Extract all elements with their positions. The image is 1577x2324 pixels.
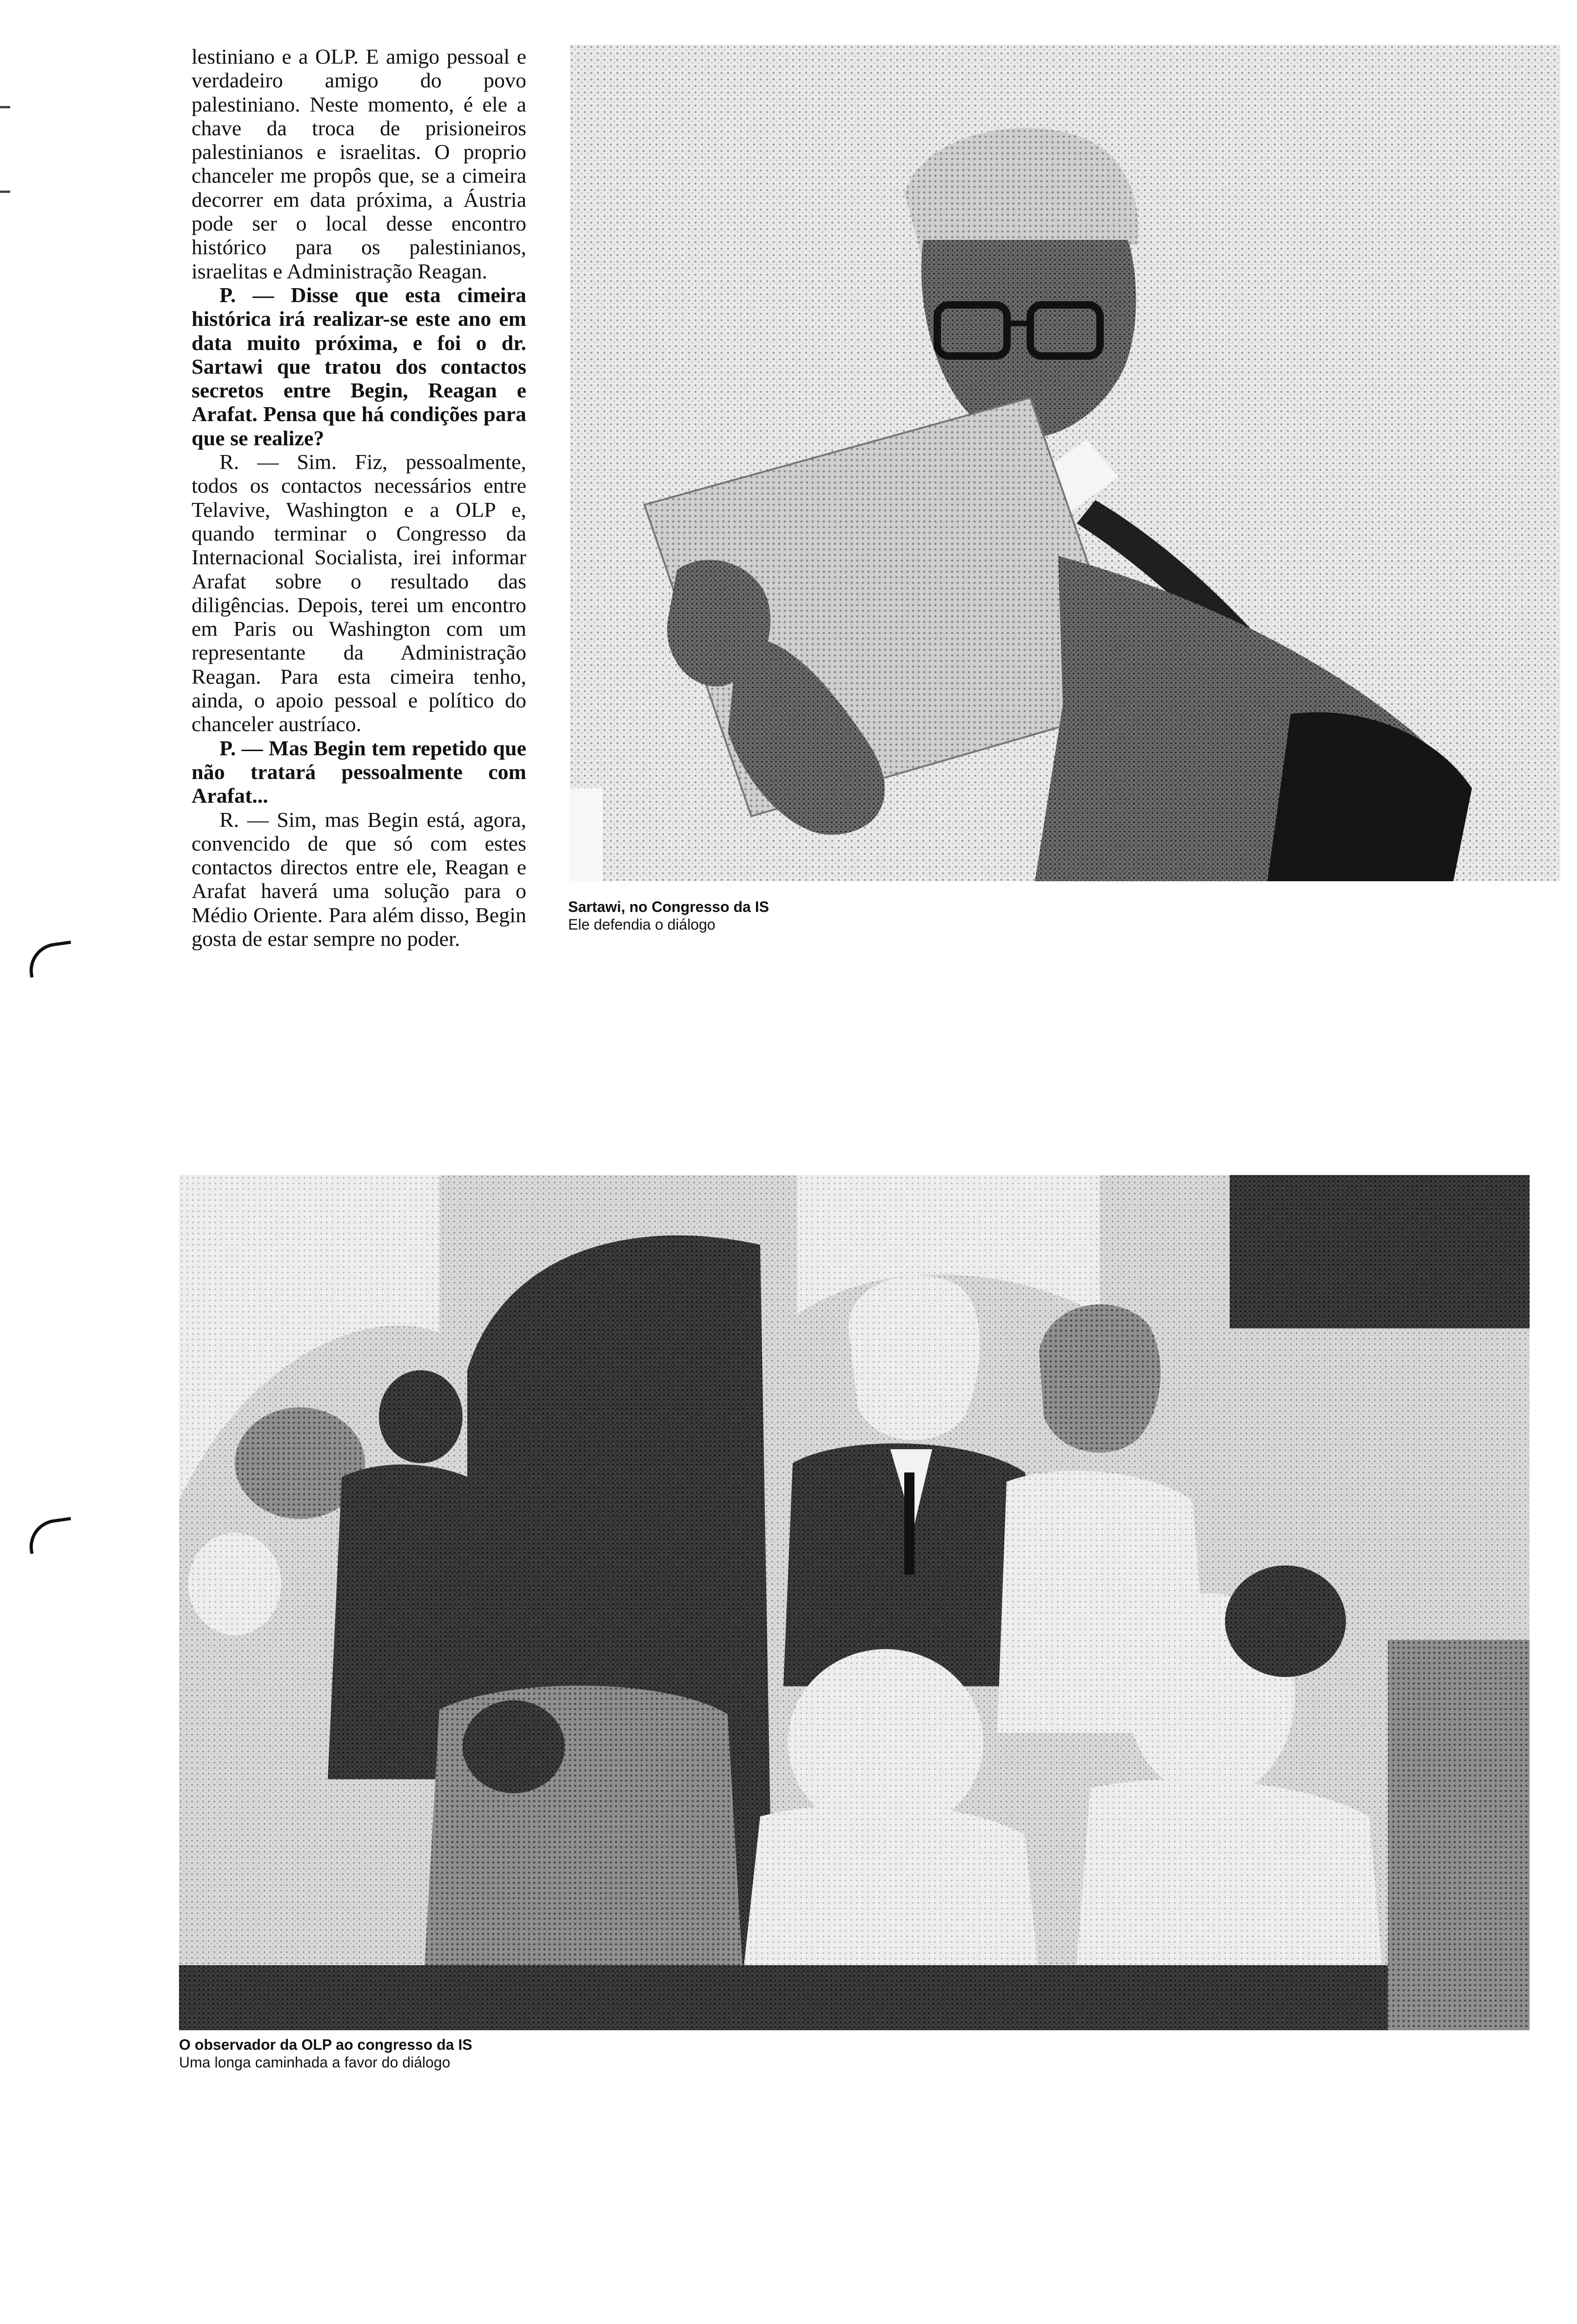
caption-line: Ele defendia o diálogo (568, 916, 716, 933)
paragraph-text: lestiniano e a OLP. E amigo pessoal e verdadeiro amigo do povo palestiniano. Neste momento, é ele a chave da troca de prisioneiros palestinianos e israelitas. O proprio chanceler me propôs que, se a cimeira decorrer em data próxima, a Áustria pode ser o local desse encontro histórico para os palestinianos, israelitas e Administração Reagan. (192, 45, 526, 283)
answer-text: — Sim. Fiz, pessoalmente, todos os contactos necessários entre Telavive, Washington e a OLP e, quando terminar o Congresso da Internacional Socialista, irei informar Arafat sobre o resultado das diligências. Depois, terei um encontro em Paris ou Washington com um representante da Administração Reagan. Para esta cimeira tenho, ainda, o apoio pessoal e político do chanceler austríaco. (192, 450, 526, 736)
scan-margin-mark (0, 106, 10, 108)
hole-punch-mark (26, 941, 75, 978)
hole-punch-mark (26, 1517, 75, 1554)
article-answer (192, 808, 526, 951)
photo-caption-bottom (179, 2036, 597, 2071)
article-paragraph (192, 45, 526, 283)
scan-margin-mark (0, 191, 10, 193)
article-answer (192, 450, 526, 736)
article-question (192, 736, 526, 808)
answer-text: — Sim, mas Begin está, agora, convencido de que só com estes contactos directos entre ele, Reagan e Arafat haverá uma solução para o Médio Oriente. Para além disso, Begin gosta de estar sempre no poder. (192, 807, 526, 951)
photo-sartawi-image (570, 45, 1560, 881)
photo-sartawi (570, 45, 1560, 881)
article-question (192, 283, 526, 450)
answer-lead: R. (219, 807, 239, 832)
photo-caption-top (568, 898, 894, 933)
question-text: — Mas Begin tem repetido que não tratará pessoalmente com Arafat... (192, 736, 526, 808)
photo-conference-image (179, 1175, 1530, 2030)
question-text: — Disse que esta cimeira histórica irá realizar-se este ano em data muito próxima, e foi o dr. Sartawi que tratou dos contactos secretos entre Begin, Reagan e Arafat. Pensa que há condições para que se realize? (192, 283, 526, 450)
question-lead: P. (219, 736, 236, 760)
caption-line: Sartawi, no Congresso da IS (568, 898, 769, 915)
article-column (192, 45, 526, 1132)
caption-line: O observador da OLP ao congresso da IS (179, 2036, 472, 2053)
photo-conference (179, 1175, 1530, 2030)
answer-lead: R. (219, 450, 239, 474)
question-lead: P. (219, 283, 236, 307)
caption-line: Uma longa caminhada a favor do diálogo (179, 2054, 451, 2071)
